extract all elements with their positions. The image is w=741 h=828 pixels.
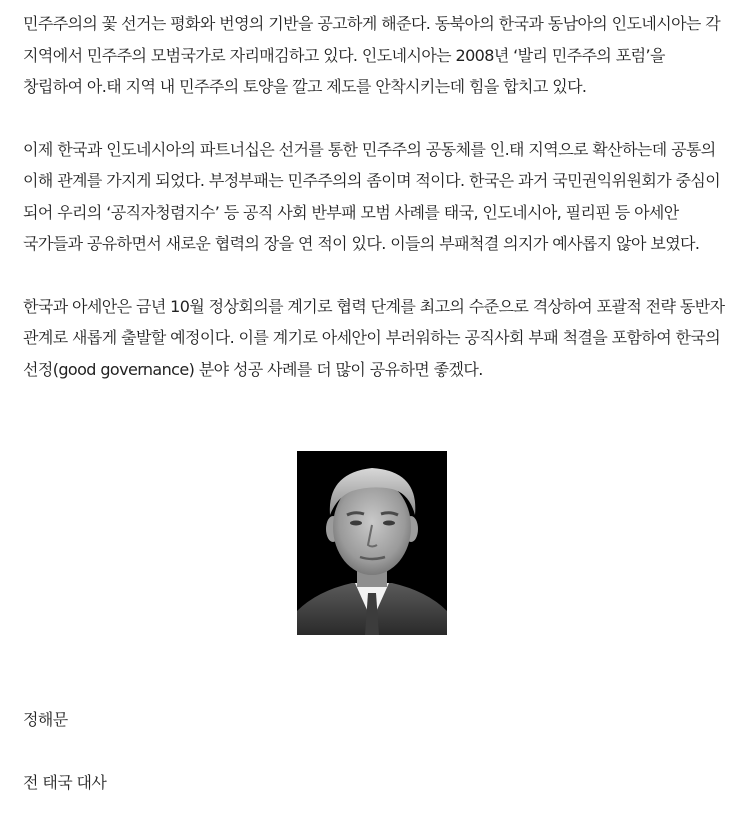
author-photo bbox=[297, 451, 447, 635]
author-name: 정해문 bbox=[23, 710, 68, 729]
article-paragraph-2: 이제 한국과 인도네시아의 파트너십은 선거를 통한 민주주의 공동체를 인.태 지역으로 확산하는데 공통의 이해 관계를 가지게 되었다. 부정부패는 민주주의의 좀이며 적이다. 한국은 과거 국민권익위원회가 중심이 되어 우리의 ‘공직자청렴지수’ 등 공직 사회 반부패 모범 사례를 태국, 인도네시아, 필리핀 등 아세안 국가들과 공유하면서 새로운 협력의 장을 연 적이 있다. 이들의 부패척결 의지가 예사롭지 않아 보였다. bbox=[23, 139, 721, 253]
author-portrait-icon bbox=[297, 451, 447, 635]
article-paragraph-1: 민주주의의 꽃 선거는 평화와 번영의 기반을 공고하게 해준다. 동북아의 한국과 동남아의 인도네시아는 각 지역에서 민주주의 모범국가로 자리매김하고 있다. 인도네시아는 2008년 ‘발리 민주주의 포럼’을 창립하여 아.태 지역 내 민주주의 토양을 깔고 제도를 안착시키는데 힘을 합치고 있다. bbox=[23, 14, 721, 96]
article-paragraph-3: 한국과 아세안은 금년 10월 정상회의를 계기로 협력 단계를 최고의 수준으로 격상하여 포괄적 전략 동반자 관계로 새롭게 출발할 예정이다. 이를 계기로 아세안이 부러워하는 공직사회 부패 척결을 포함하여 한국의 선정(good governance) 분야 성공 사례를 더 많이 공유하면 좋겠다. bbox=[23, 296, 725, 379]
author-title: 전 태국 대사 bbox=[23, 773, 107, 792]
article-body bbox=[23, 8, 725, 416]
